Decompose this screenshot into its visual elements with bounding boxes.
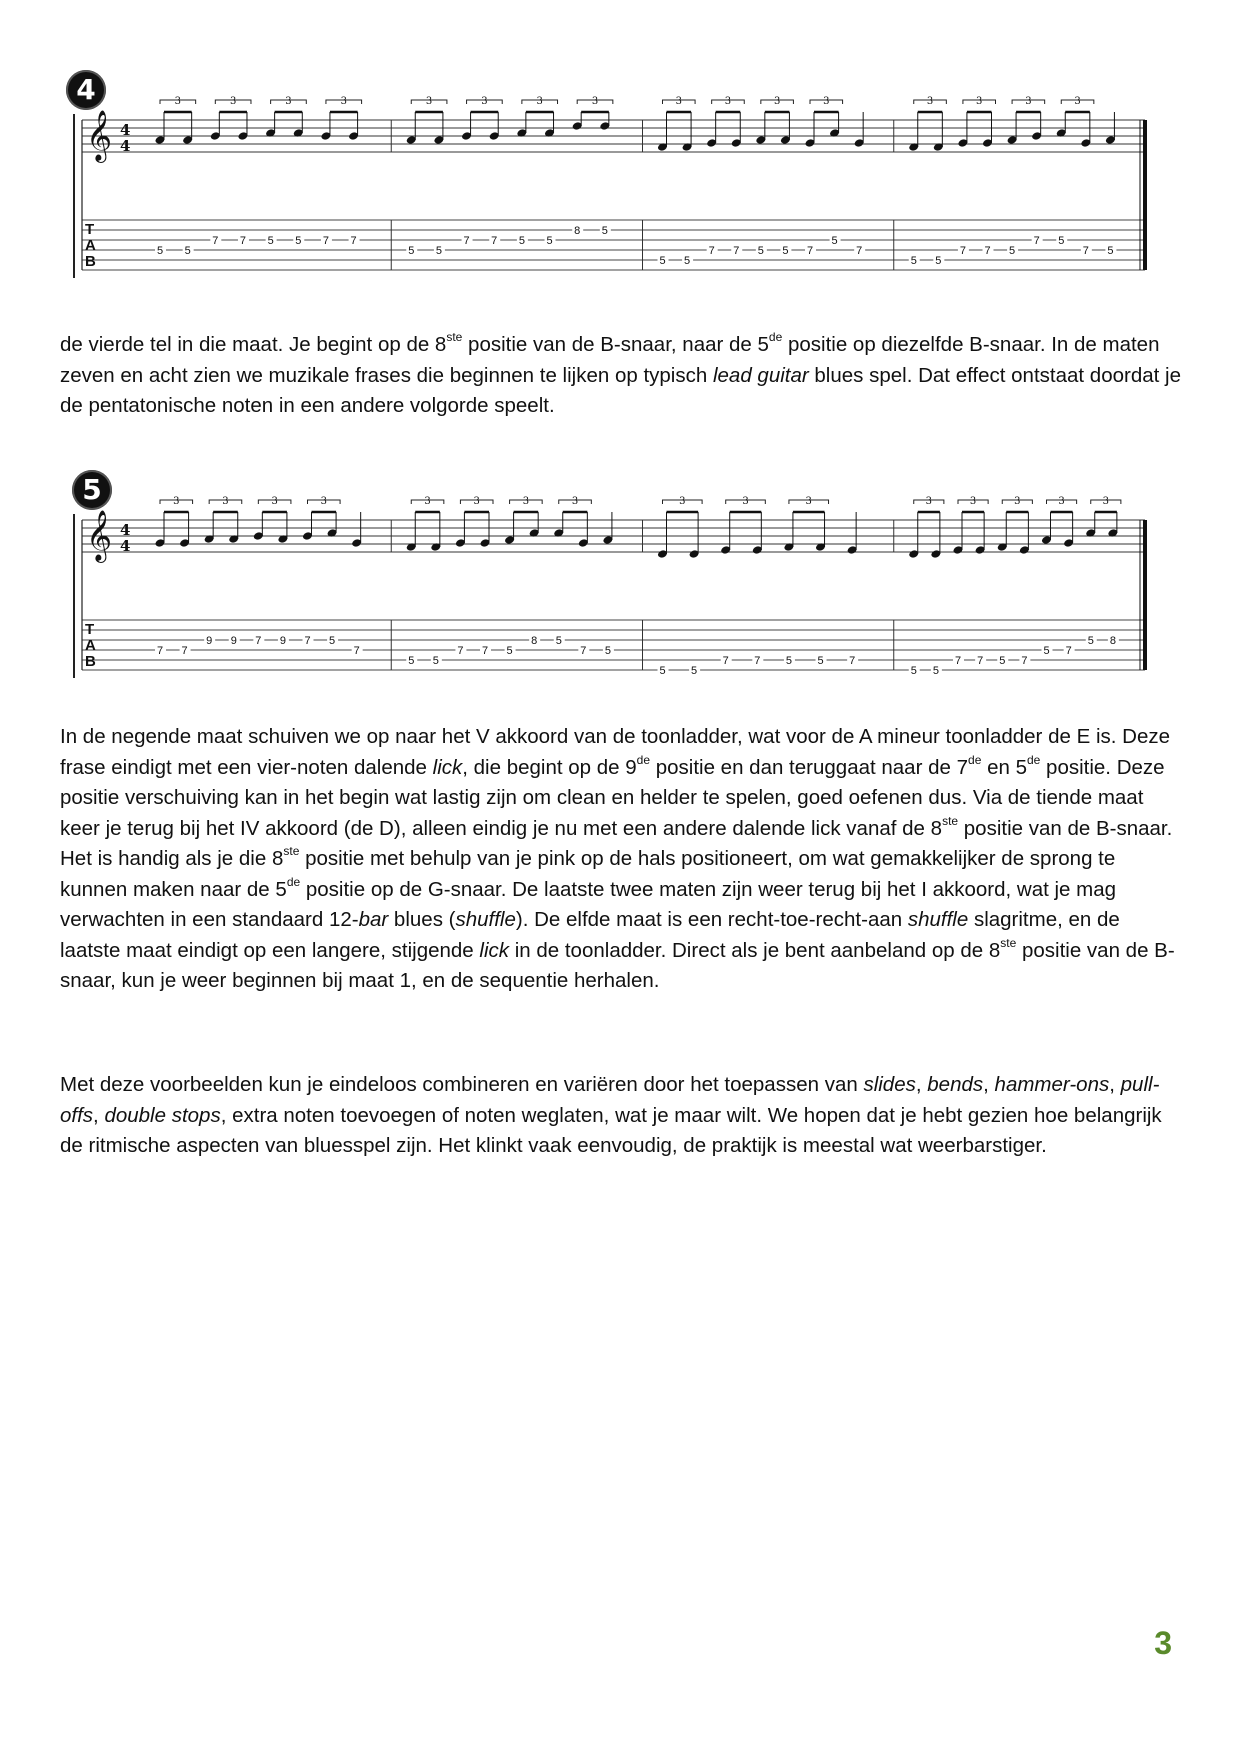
triplet-number: 3 [969,496,977,507]
tab-fret-number: 5 [659,255,666,267]
tab-fret-number: 5 [831,235,838,247]
tab-letter: T [85,621,95,638]
tab-fret-number: 8 [574,225,581,237]
tab-fret-number: 7 [733,245,740,257]
tab-fret-number: 5 [329,635,336,647]
triplet-number: 3 [481,96,488,107]
triplet-number: 3 [1074,96,1081,107]
tab-fret-number: 5 [184,245,191,257]
tab-letter: B [85,653,96,670]
tab-fret-number: 5 [1087,635,1094,647]
tab-fret-number: 7 [491,235,498,247]
triplet-number: 3 [926,96,934,107]
tab-fret-number: 7 [754,655,761,667]
triplet-number: 3 [679,496,686,507]
tab-fret-number: 5 [1058,235,1065,247]
time-signature-top: 4 [120,521,131,539]
tab-fret-number: 8 [1109,635,1116,647]
tab-fret-number: 5 [999,655,1006,667]
tab-fret-number: 7 [856,245,863,257]
example-number-badge: 5 [72,470,112,510]
tab-fret-number: 7 [849,655,856,667]
page-number: 3 [1154,1625,1172,1661]
tab-fret-number: 5 [1043,645,1050,657]
tab-fret-number: 7 [1033,235,1040,247]
triplet-number: 3 [805,496,812,507]
tab-fret-number: 5 [408,245,415,257]
tab-fret-number: 7 [463,235,470,247]
tab-fret-number: 7 [239,235,247,247]
triplet-number: 3 [285,96,292,107]
triplet-number: 3 [571,496,579,507]
tab-letter: A [85,637,96,654]
tab-fret-number: 5 [435,245,442,257]
triplet-number: 3 [1025,96,1032,107]
tab-fret-number: 7 [481,645,489,657]
notation-example-5 [60,470,1180,710]
tab-fret-number: 8 [531,635,538,647]
paragraph-3: Met deze voorbeelden kun je eindeloos combineren en variëren door het toepassen van slides, bends, hammer-ons, pull-offs, double stops, extra noten toevoegen of noten weglaten, wat je maar wilt. We hopen dat je hebt gezien hoe belangrijk de ritmische aspecten van bluesspel zijn. Het klinkt vaak eenvoudig, de praktijk is meestal wat weerbarstiger. [60,1073,1162,1157]
tab-fret-number: 9 [206,635,213,647]
tab-fret-number: 7 [181,645,188,657]
triplet-number: 3 [222,496,229,507]
tab-fret-number: 7 [255,635,262,647]
paragraph-1: de vierde tel in die maat. Je begint op de 8ste positie van de B-snaar, naar de 5de positie op diezelfde B-snaar. In de maten zeven en acht zien we muzikale frases die beginnen te lijken op typisch lead guitar blues spel. Dat effect ontstaat doordat je de pentatonische noten in een andere volgorde speelt. [60,330,1181,417]
triplet-number: 3 [271,496,278,507]
tab-fret-number: 5 [782,245,789,257]
tab-fret-number: 7 [954,655,962,667]
tab-letter: A [85,237,96,254]
tab-fret-number: 5 [932,665,939,677]
tab-fret-number: 5 [506,645,513,657]
tab-fret-number: 7 [977,655,984,667]
triplet-number: 3 [425,96,433,107]
tab-fret-number: 7 [806,245,814,257]
tab-fret-number: 7 [580,645,587,657]
tab-fret-number: 5 [156,245,164,257]
tab-fret-number: 7 [457,645,464,657]
tab-fret-number: 7 [722,655,729,667]
tab-fret-number: 9 [279,635,286,647]
tab-fret-number: 5 [1009,245,1016,257]
triplet-number: 3 [174,96,182,107]
tab-fret-number: 5 [546,235,553,247]
tab-fret-number: 7 [1065,645,1072,657]
tab-fret-number: 7 [959,245,966,257]
triplet-number: 3 [591,96,599,107]
tab-fret-number: 5 [935,255,942,267]
tab-fret-number: 5 [555,635,562,647]
time-signature-top: 4 [120,121,131,139]
notation-example-4 [60,70,1180,310]
triplet-number: 3 [536,96,543,107]
time-signature-bottom: 4 [120,537,131,555]
tab-fret-number: 5 [1107,245,1114,257]
example-number-badge: 4 [66,70,106,110]
tab-fret-number: 5 [757,245,764,257]
triplet-number: 3 [925,496,932,507]
tab-fret-number: 5 [910,665,917,677]
tab-letter: B [85,253,96,270]
triplet-number: 3 [340,96,347,107]
staff-and-tab [60,470,1180,710]
tab-fret-number: 7 [353,645,360,657]
tab-fret-number: 5 [518,235,525,247]
treble-clef: 𝄞 [86,510,113,561]
tab-fret-number: 5 [659,665,666,677]
tab-fret-number: 5 [691,665,698,677]
staff-and-tab [60,70,1180,310]
tab-fret-number: 5 [817,655,824,667]
tab-fret-number: 7 [304,635,311,647]
tab-fret-number: 9 [230,635,237,647]
tab-fret-number: 5 [684,255,691,267]
time-signature-bottom: 4 [120,137,131,155]
tab-fret-number: 7 [984,245,991,257]
tab-fret-number: 5 [267,235,274,247]
tab-fret-number: 5 [601,225,608,237]
triplet-number: 3 [522,496,530,507]
triplet-number: 3 [424,496,431,507]
triplet-number: 3 [473,496,480,507]
tab-fret-number: 5 [604,645,611,657]
tab-fret-number: 7 [322,235,329,247]
triplet-number: 3 [675,96,682,107]
triplet-number: 3 [320,496,327,507]
tab-fret-number: 7 [708,245,715,257]
triplet-number: 3 [773,96,781,107]
triplet-number: 3 [823,96,830,107]
triplet-number: 3 [1058,496,1065,507]
tab-fret-number: 7 [212,235,219,247]
triplet-number: 3 [173,496,180,507]
tab-fret-number: 7 [1021,655,1028,667]
triplet-number: 3 [976,96,983,107]
tab-fret-number: 7 [1082,245,1089,257]
triplet-number: 3 [1014,496,1021,507]
tab-fret-number: 5 [785,655,792,667]
tab-fret-number: 7 [350,235,357,247]
tab-fret-number: 7 [156,645,164,657]
tab-fret-number: 5 [408,655,415,667]
tab-fret-number: 5 [432,655,439,667]
paragraph-2: In de negende maat schuiven we op naar het V akkoord van de toonladder, wat voor de A mineur toonladder de E is. Deze frase eindigt met een vier-noten dalende lick, die begint op de 9de positie en dan teruggaat naar de 7de en 5de positie. Deze positie verschuiving kan in het begin wat lastig zijn om clean en helder te spelen, goed oefenen dus. Via de tiende maat keer je terug bij het IV akkoord (de D), alleen eindig je nu met een andere dalende lick vanaf de 8ste positie van de B-snaar. Het is handig als je die 8ste positie met behulp van je pink op de hals positioneert, om wat gemakkelijker de sprong te kunnen maken naar de 5de positie op de G-snaar. De laatste twee maten zijn weer terug bij het I akkoord, wat je mag verwachten in een standaard 12-bar blues (shuffle). De elfde maat is een recht-toe-recht-aan shuffle slagritme, en de laatste maat eindigt op een langere, stijgende lick in de toonladder. Direct als je bent aanbeland op de 8ste positie van de B-snaar, kun je weer beginnen bij maat 1, en de sequentie herhalen. [60,725,1175,992]
triplet-number: 3 [229,96,237,107]
tab-fret-number: 5 [295,235,302,247]
tab-letter: T [85,221,95,238]
triplet-number: 3 [742,496,749,507]
triplet-number: 3 [1102,496,1109,507]
triplet-number: 3 [724,96,732,107]
treble-clef: 𝄞 [86,110,113,161]
tab-fret-number: 5 [910,255,917,267]
